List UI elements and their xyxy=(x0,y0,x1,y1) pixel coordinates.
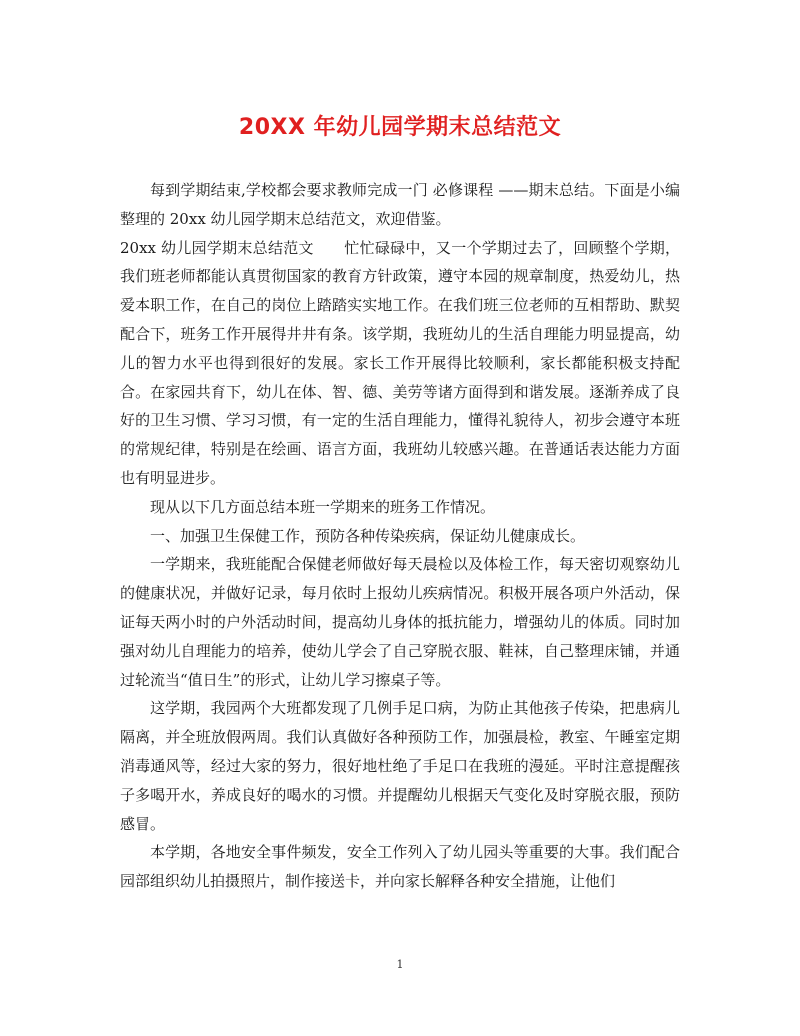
safety-paragraph: 本学期，各地安全事件频发，安全工作列入了幼儿园头等重要的大事。我们配合园部组织幼儿拍摄照片，制作接送卡，并向家长解释各种安全措施，让他们 xyxy=(120,843,680,891)
overview-paragraph: 现从以下几方面总结本班一学期来的班务工作情况。 xyxy=(150,497,496,516)
document-title: 20XX 年幼儿园学期末总结范文 xyxy=(238,115,562,140)
page-number: 1 xyxy=(396,958,404,971)
document-body xyxy=(120,176,680,896)
section-heading-health: 一、加强卫生保健工作，预防各种传染疾病，保证幼儿健康成长。 xyxy=(150,526,586,545)
intro-paragraph: 每到学期结束,学校都会要求教师完成一门 必修课程 ——期末总结。下面是小编整理的 20xx 幼儿园学期末总结范文，欢迎借鉴。 xyxy=(120,181,680,228)
summary-paragraph: 20xx 幼儿园学期末总结范文 忙忙碌碌中，又一个学期过去了，回顾整个学期，我们班老师都能认真贯彻国家的教育方针政策，遵守本园的规章制度，热爱幼儿，热爱本职工作，在自己的岗位上踏踏实实地工作。在我们班三位老师的互相帮助、默契配合下，班务工作开展得井井有条。该学期，我班幼儿的生活自理能力明显提高，幼儿的智力水平也得到很好的发展。家长工作开展得比较顺利，家长都能积极支持配合。在家园共育下，幼儿在体、智、德、美劳等诸方面得到和谐发展。逐渐养成了良好的卫生习惯、学习习惯，有一定的生活自理能力，懂得礼貌待人，初步会遵守本班的常规纪律，特别是在绘画、语言方面，我班幼儿较感兴趣。在普通话表达能力方面也有明显进步。 xyxy=(120,238,680,487)
disease-prevention-paragraph: 这学期，我园两个大班都发现了几例手足口病，为防止其他孩子传染，把患病儿隔离，并全班放假两周。我们认真做好各种预防工作，加强晨检，教室、午睡室定期消毒通风等，经过大家的努力，很好地杜绝了手足口在我班的漫延。平时注意提醒孩子多喝开水，养成良好的喝水的习惯。并提醒幼儿根据天气变化及时穿脱衣服，预防感冒。 xyxy=(120,699,680,833)
health-paragraph: 一学期来，我班能配合保健老师做好每天晨检以及体检工作，每天密切观察幼儿的健康状况，并做好记录，每月依时上报幼儿疾病情况。积极开展各项户外活动，保证每天两小时的户外活动时间，提高幼儿身体的抵抗能力，增强幼儿的体质。同时加强对幼儿自理能力的培养，使幼儿学会了自己穿脱衣服、鞋袜，自己整理床铺，并通过轮流当“值日生”的形式，让幼儿学习擦桌子等。 xyxy=(120,555,680,689)
